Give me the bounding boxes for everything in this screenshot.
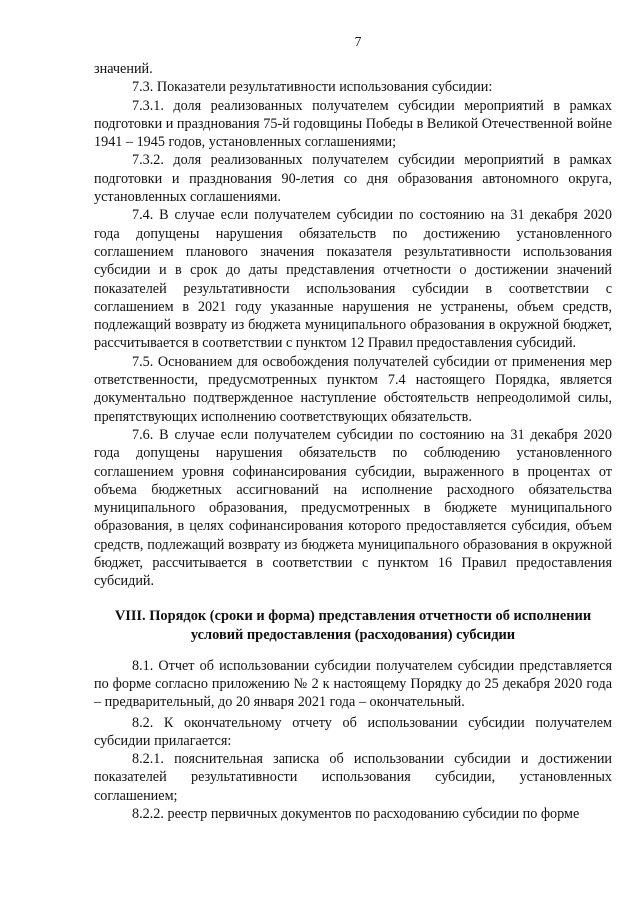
paragraph-8-2-1: 8.2.1. пояснительная записка об использовании субсидии и достижении показателей результативности использования субсидии, установленных соглашением; [94, 751, 612, 804]
paragraph-7-3-2: 7.3.2. доля реализованных получателем субсидии мероприятий в рамках подготовки и празднования 90-летия со дня образования автономного округа, установленных соглашениями. [94, 152, 612, 206]
paragraph-7-4: 7.4. В случае если получателем субсидии по состоянию на 31 декабря 2020 года допущены нарушения обязательств по достижению установленного соглашением планового значения показателя результативности использования субсидии и в срок до даты представления отчетности о достижении значений показателей результативности использования субсидии в соответствии с соглашением в 2021 году указанные нарушения не устранены, объем средств, подлежащий возврату из бюджета муниципального образования в окружной бюджет, рассчитывается в соответствии с пунктом 12 Правил предоставления субсидий. [94, 207, 612, 352]
paragraph-8-2-2: 8.2.2. реестр первичных документов по расходованию субсидии по форме [132, 805, 580, 822]
page-number: 7 [354, 34, 362, 49]
paragraph-8-1: 8.1. Отчет об использовании субсидии получателем субсидии представляется по форме согласно приложению № 2 к настоящему Порядку до 25 декабря 2020 года – предварительный, до 20 января 2021 года – окончательный. [94, 657, 612, 711]
paragraph-continuation: значений. [94, 61, 153, 77]
section-heading-viii: VIII. Порядок (сроки и форма) представления отчетности об исполнении условий предоставления (расходования) субсидии [114, 607, 592, 643]
paragraph-7-5: 7.5. Основанием для освобождения получателей субсидии от применения мер ответственности, предусмотренных пунктом 7.4 настоящего Порядка, является документально подтвержденное наступление обстоятельств непреодолимой силы, препятствующих исполнению соответствующих обязательств. [94, 353, 612, 425]
paragraph-8-2: 8.2. К окончательному отчету об использовании субсидии получателем субсидии прилагается: [94, 714, 612, 749]
paragraph-7-6: 7.6. В случае если получателем субсидии по состоянию на 31 декабря 2020 года допущены нарушения обязательств по соблюдению установленного соглашением уровня софинансирования субсидии, выраженного в процентах от объема бюджетных ассигнований на исполнение расходного обязательства муниципального образования, предусмотренных в бюджете муниципального образования, в целях софинансирования которого предоставляется субсидия, объем средств, подлежащий возврату из бюджета муниципального образования в окружной бюджет, рассчитывается в соответствии с пунктом 16 Правил предоставления субсидий. [94, 426, 612, 590]
paragraph-7-3-1: 7.3.1. доля реализованных получателем субсидии мероприятий в рамках подготовки и празднования 75-й годовщины Победы в Великой Отечественной войне 1941 – 1945 годов, установленных соглашениями; [94, 97, 612, 151]
paragraph-7-3: 7.3. Показатели результативности использования субсидии: [132, 79, 493, 96]
